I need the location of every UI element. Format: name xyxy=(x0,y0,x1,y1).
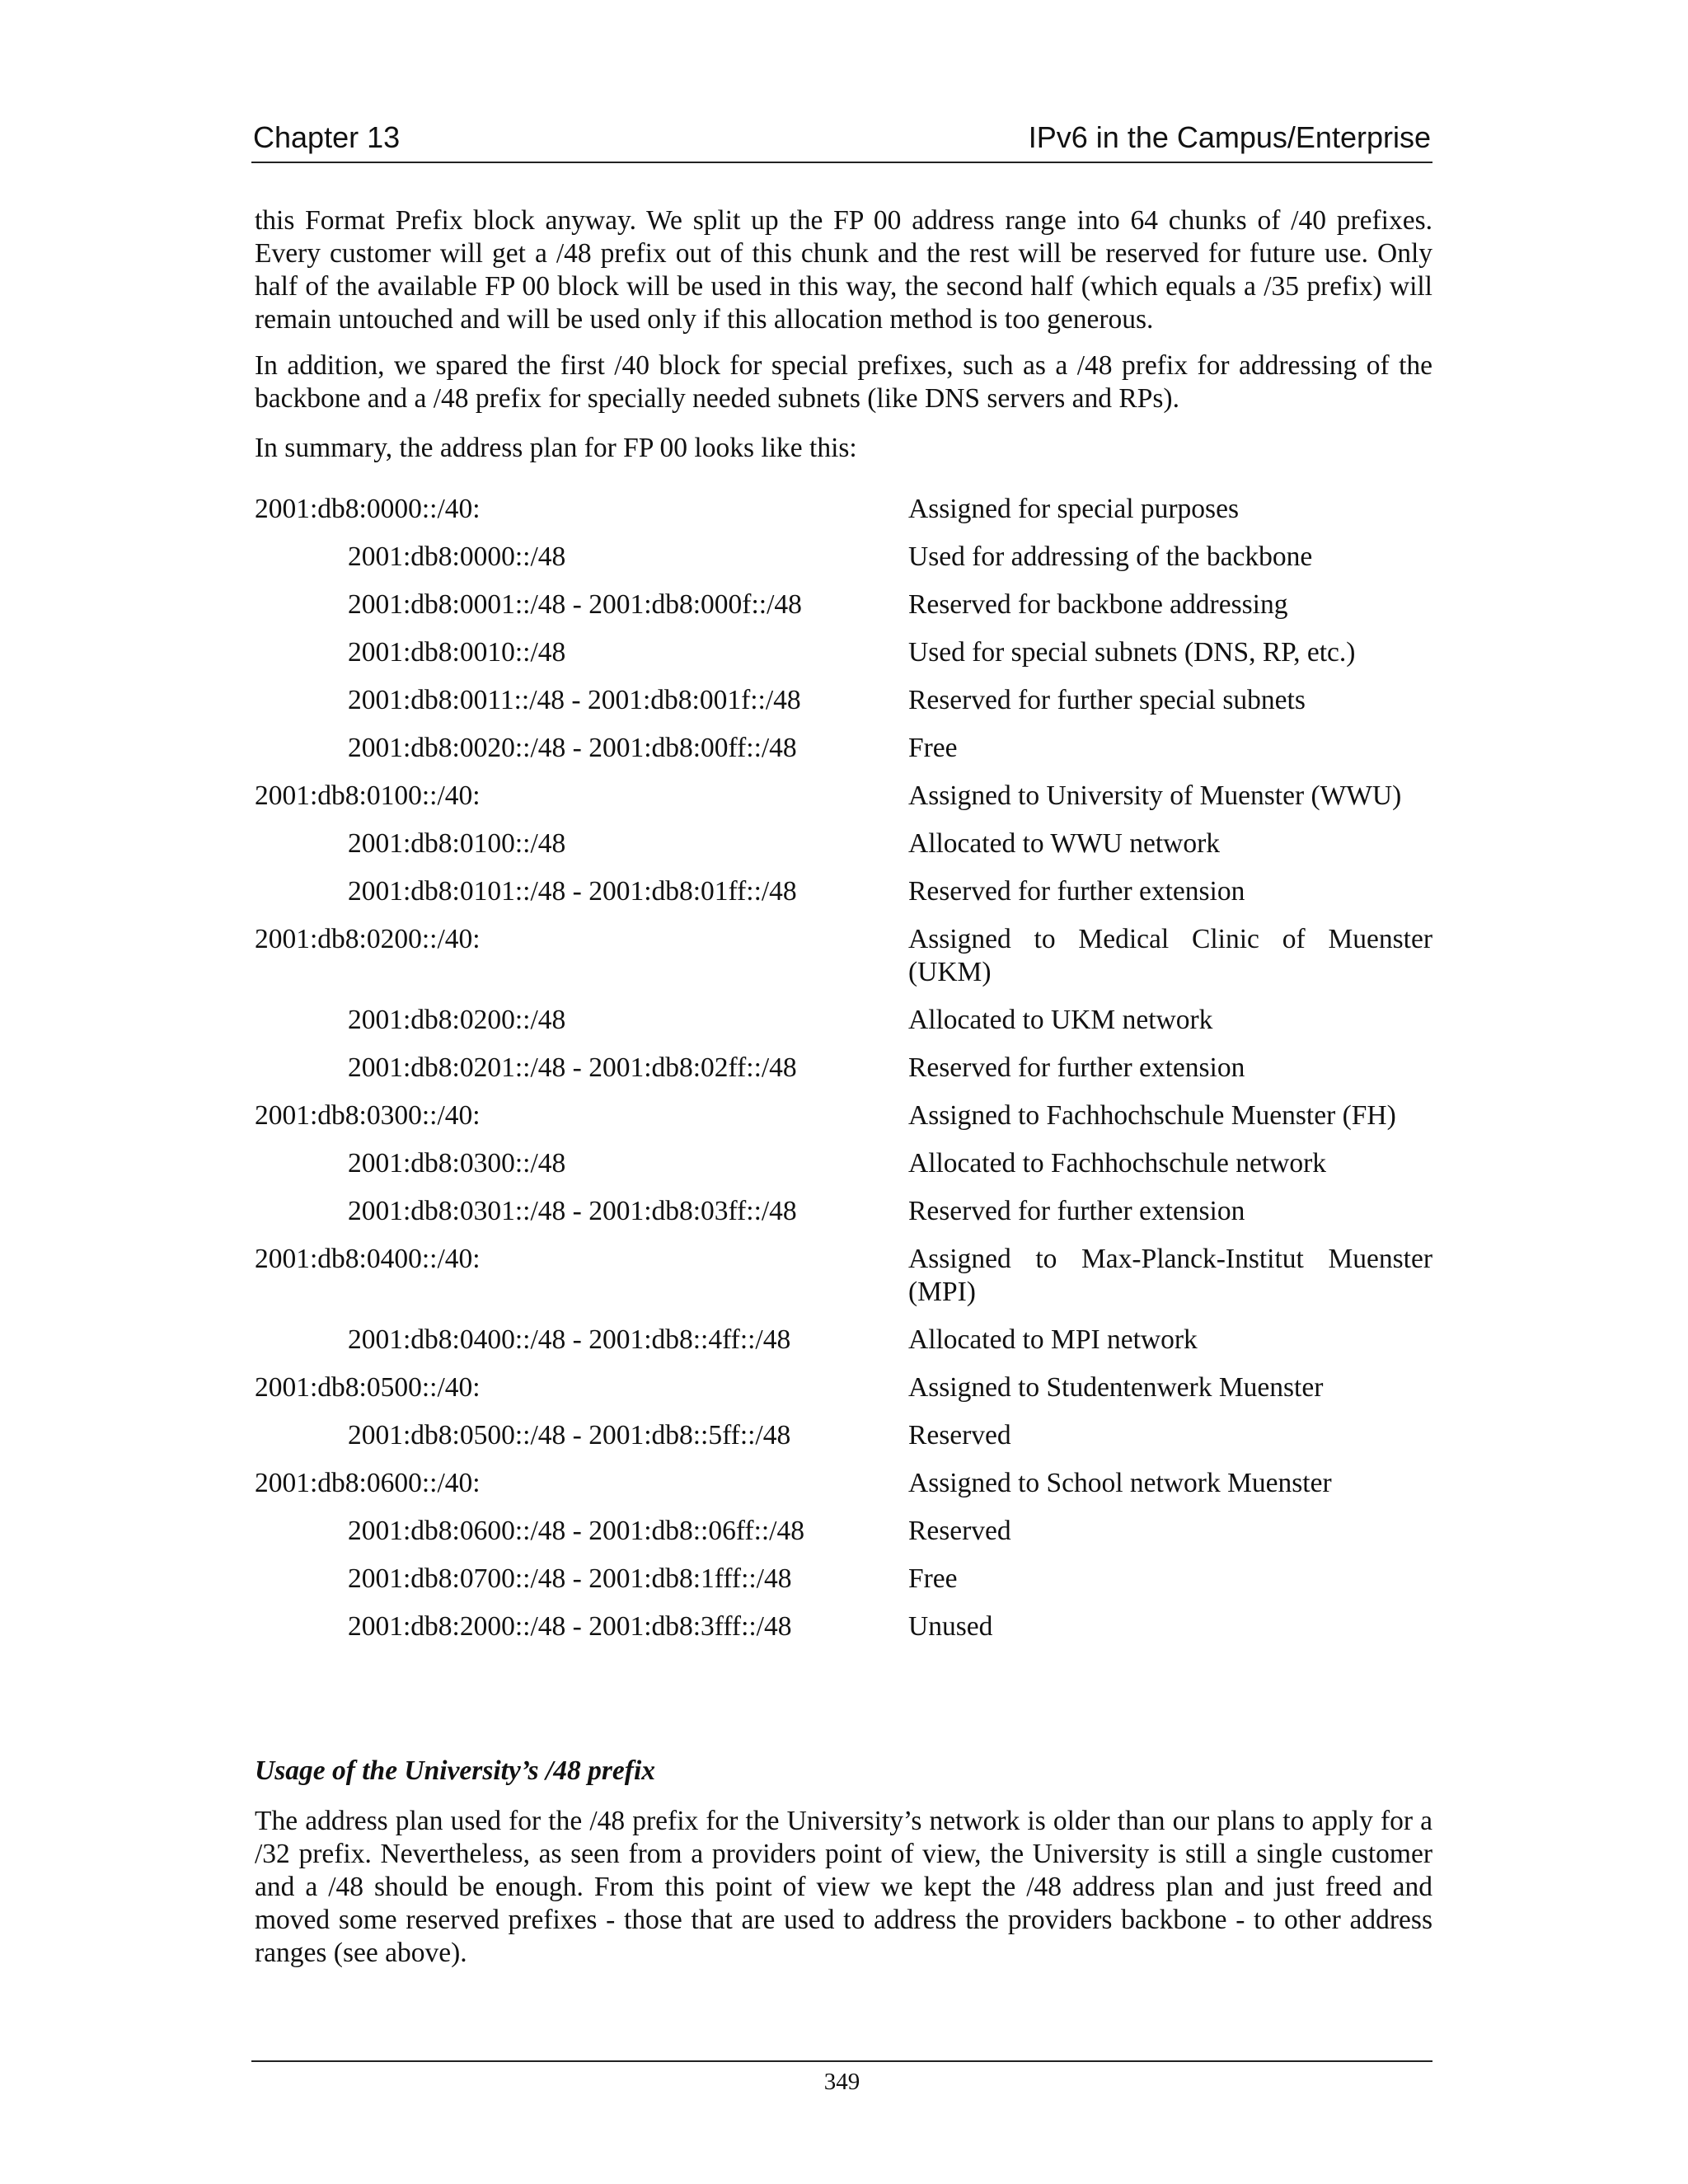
plan-row xyxy=(255,1324,1432,1371)
plan-prefix: 2001:db8:2000::/48 - 2001:db8:3fff::/48 xyxy=(348,1611,792,1642)
plan-row xyxy=(255,1195,1432,1243)
plan-description: Assigned to Fachhochschule Muenster (FH) xyxy=(908,1100,1396,1131)
plan-row xyxy=(255,780,1432,827)
plan-row xyxy=(255,684,1432,732)
plan-prefix: 2001:db8:0200::/40: xyxy=(255,924,481,954)
plan-row xyxy=(255,1371,1432,1419)
plan-description: Reserved for further special subnets xyxy=(908,685,1306,715)
plan-description: Allocated to MPI network xyxy=(908,1324,1198,1355)
plan-description: Reserved for backbone addressing xyxy=(908,589,1288,620)
plan-row xyxy=(255,827,1432,875)
plan-row xyxy=(255,732,1432,780)
plan-prefix: 2001:db8:0010::/48 xyxy=(348,637,566,668)
plan-prefix: 2001:db8:0600::/40: xyxy=(255,1468,481,1498)
plan-row xyxy=(255,1515,1432,1563)
plan-row xyxy=(255,493,1432,541)
plan-description: Reserved for further extension xyxy=(908,1052,1245,1083)
plan-prefix: 2001:db8:0400::/40: xyxy=(255,1244,481,1274)
plan-prefix: 2001:db8:0000::/48 xyxy=(348,541,566,572)
running-header xyxy=(251,120,1432,163)
plan-description: Assigned to University of Muenster (WWU) xyxy=(908,780,1402,811)
address-plan-list xyxy=(255,493,1432,1658)
plan-prefix: 2001:db8:0600::/48 - 2001:db8::06ff::/48 xyxy=(348,1516,804,1546)
header-chapter: Chapter 13 xyxy=(253,120,401,154)
plan-description: Assigned to School network Muenster xyxy=(908,1468,1332,1498)
section-heading: Usage of the University’s /48 prefix xyxy=(255,1755,655,1786)
plan-prefix: 2001:db8:0011::/48 - 2001:db8:001f::/48 xyxy=(348,685,801,715)
plan-prefix: 2001:db8:0500::/40: xyxy=(255,1372,481,1403)
paragraph-format-prefix: this Format Prefix block anyway. We split up the FP 00 address range into 64 chunks of /40 prefixes. Every customer will get a /48 prefix out of this chunk and the rest will be reserved for future use. Only half of the available FP 00 block will be used in this way, the second half (which equals a /35 prefix) will remain untouched and will be used only if this allocation method is too generous. xyxy=(255,205,1432,335)
plan-prefix: 2001:db8:0020::/48 - 2001:db8:00ff::/48 xyxy=(348,733,797,763)
plan-prefix: 2001:db8:0500::/48 - 2001:db8::5ff::/48 xyxy=(348,1420,791,1451)
plan-row xyxy=(255,1467,1432,1515)
paragraph-university-prefix: The address plan used for the /48 prefix for the University’s network is older than our plans to apply for a /32 prefix. Nevertheless, as seen from a providers point of view, the University is still a single customer and a /48 should be enough. From this point of view we kept the /48 address plan and just freed and moved some reserved prefixes - those that are used to address the providers backbone - to other address ranges (see above). xyxy=(255,1806,1432,1968)
plan-row xyxy=(255,636,1432,684)
plan-description: Reserved xyxy=(908,1516,1011,1546)
header-title: IPv6 in the Campus/Enterprise xyxy=(1028,120,1431,154)
paragraph-summary-intro: In summary, the address plan for FP 00 looks like this: xyxy=(255,433,857,463)
plan-prefix: 2001:db8:0100::/40: xyxy=(255,780,481,811)
plan-description: Free xyxy=(908,733,958,763)
plan-description: Allocated to UKM network xyxy=(908,1005,1213,1035)
plan-description: Allocated to WWU network xyxy=(908,828,1221,859)
plan-description: Used for addressing of the backbone xyxy=(908,541,1313,572)
plan-prefix: 2001:db8:0101::/48 - 2001:db8:01ff::/48 xyxy=(348,876,797,907)
plan-description: Assigned to Studentenwerk Muenster xyxy=(908,1372,1324,1403)
plan-prefix: 2001:db8:0200::/48 xyxy=(348,1005,566,1035)
plan-description: Assigned for special purposes xyxy=(908,494,1239,524)
plan-row xyxy=(255,1243,1432,1324)
plan-prefix: 2001:db8:0100::/48 xyxy=(348,828,566,859)
plan-row xyxy=(255,1004,1432,1052)
plan-row xyxy=(255,1563,1432,1610)
plan-row xyxy=(255,588,1432,636)
page-footer xyxy=(251,2060,1432,2096)
plan-prefix: 2001:db8:0400::/48 - 2001:db8::4ff::/48 xyxy=(348,1324,791,1355)
plan-prefix: 2001:db8:0000::/40: xyxy=(255,494,481,524)
plan-row xyxy=(255,923,1432,1004)
plan-description: Allocated to Fachhochschule network xyxy=(908,1148,1326,1179)
plan-row xyxy=(255,1052,1432,1099)
plan-row xyxy=(255,541,1432,588)
plan-description: Reserved for further extension xyxy=(908,1196,1245,1226)
plan-prefix: 2001:db8:0300::/40: xyxy=(255,1100,481,1131)
plan-description: Assigned to Medical Clinic of Muenster (UKM) xyxy=(908,924,1432,987)
plan-prefix: 2001:db8:0001::/48 - 2001:db8:000f::/48 xyxy=(348,589,802,620)
plan-description: Reserved for further extension xyxy=(908,876,1245,907)
plan-row xyxy=(255,1147,1432,1195)
plan-description: Reserved xyxy=(908,1420,1011,1451)
plan-row xyxy=(255,1419,1432,1467)
plan-row xyxy=(255,875,1432,923)
plan-description: Unused xyxy=(908,1611,993,1642)
plan-description: Used for special subnets (DNS, RP, etc.) xyxy=(908,637,1356,668)
plan-prefix: 2001:db8:0301::/48 - 2001:db8:03ff::/48 xyxy=(348,1196,797,1226)
page-number: 349 xyxy=(823,2069,860,2095)
plan-description: Free xyxy=(908,1563,958,1594)
plan-prefix: 2001:db8:0300::/48 xyxy=(348,1148,566,1179)
paragraph-special-prefixes: In addition, we spared the first /40 block for special prefixes, such as a /48 prefix for addressing of the backbone and a /48 prefix for specially needed subnets (like DNS servers and RPs). xyxy=(255,350,1432,414)
plan-row xyxy=(255,1610,1432,1658)
plan-description: Assigned to Max-Planck-Institut Muenster (MPI) xyxy=(908,1244,1432,1307)
plan-row xyxy=(255,1099,1432,1147)
plan-prefix: 2001:db8:0201::/48 - 2001:db8:02ff::/48 xyxy=(348,1052,797,1083)
plan-prefix: 2001:db8:0700::/48 - 2001:db8:1fff::/48 xyxy=(348,1563,792,1594)
